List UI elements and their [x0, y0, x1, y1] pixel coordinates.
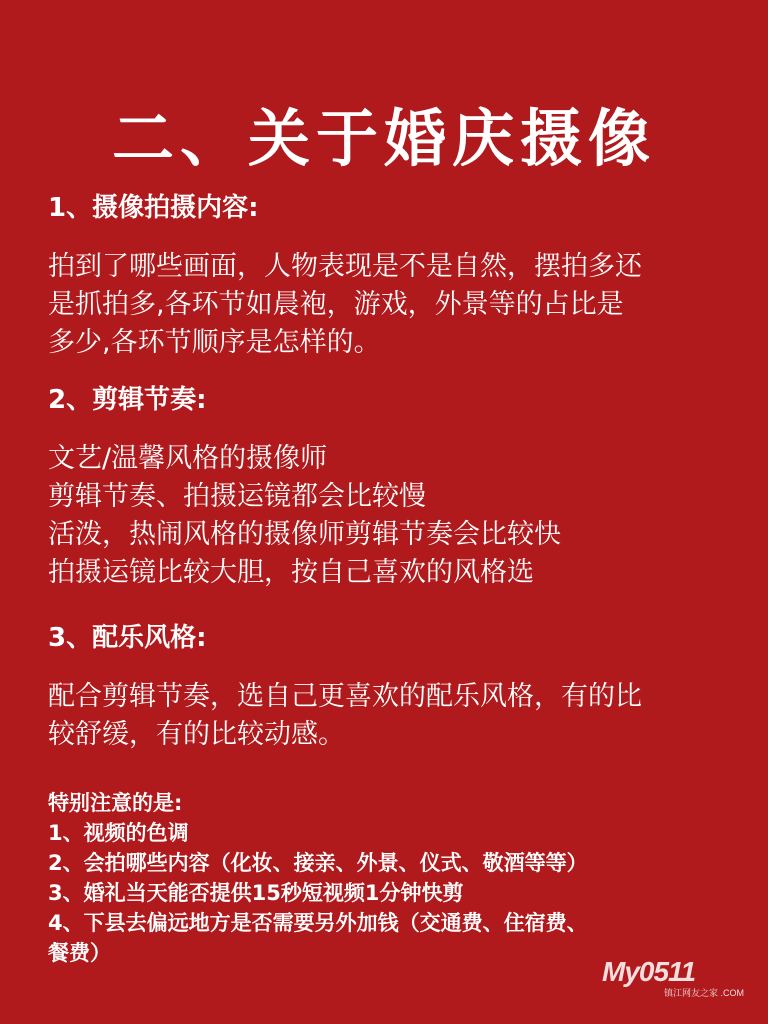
section-music-style: [48, 620, 728, 754]
body-line: 文艺/温馨风格的摄像师: [48, 443, 328, 474]
site-watermark: [602, 956, 742, 1002]
section-body: [48, 678, 728, 754]
watermark-subtext: 镇江网友之家 .COM: [664, 988, 744, 998]
body-line: 拍摄运镜比较大胆，按自己喜欢的风格选: [48, 557, 534, 588]
list-item: 4、下县去偏远地方是否需要另外加钱（交通费、住宿费、: [48, 911, 588, 935]
section-heading: 1、摄像拍摄内容:: [48, 193, 259, 223]
special-notes: [48, 788, 728, 968]
list-item: 1、视频的色调: [48, 821, 189, 845]
notes-heading: 特别注意的是:: [48, 791, 183, 815]
body-line: 拍到了哪些画面，人物表现是不是自然，摆拍多还: [48, 251, 642, 282]
section-heading: 2、剪辑节奏:: [48, 385, 207, 415]
body-line: 是抓拍多,各环节如晨袍，游戏，外景等的占比是: [48, 289, 624, 320]
body-line: 活泼，热闹风格的摄像师剪辑节奏会比较快: [48, 519, 561, 550]
section-shooting-content: [48, 190, 728, 362]
list-item: 3、婚礼当天能否提供15秒短视频1分钟快剪: [48, 881, 464, 905]
body-line: 较舒缓，有的比较动感。: [48, 719, 345, 750]
section-heading: 3、配乐风格:: [48, 623, 207, 653]
watermark-logo: My0511: [602, 956, 696, 987]
body-line: 多少,各环节顺序是怎样的。: [48, 327, 381, 358]
body-line: 剪辑节奏、拍摄运镜都会比较慢: [48, 481, 426, 512]
section-editing-rhythm: [48, 382, 728, 592]
page-title: 二、关于婚庆摄像: [111, 101, 656, 175]
list-item: 2、会拍哪些内容（化妆、接亲、外景、仪式、敬酒等等）: [48, 851, 588, 875]
notes-list: [48, 818, 728, 968]
section-body: [48, 440, 728, 592]
section-body: [48, 248, 728, 362]
body-line: 配合剪辑节奏，选自己更喜欢的配乐风格，有的比: [48, 681, 642, 712]
list-item: 餐费）: [48, 941, 111, 965]
